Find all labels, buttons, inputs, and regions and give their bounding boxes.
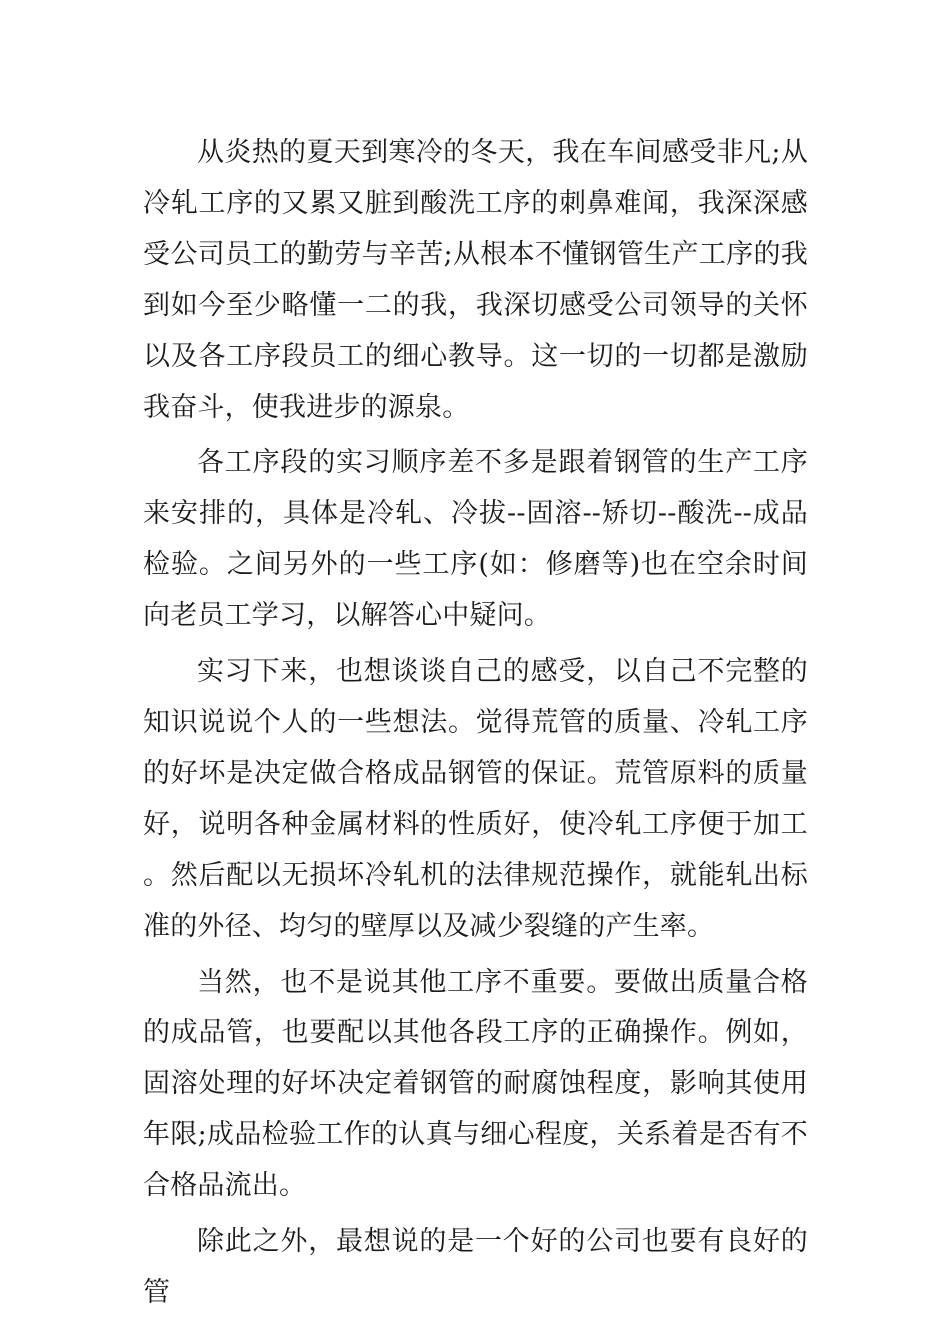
paragraph-4: 当然，也不是说其他工序不重要。要做出质量合格的成品管，也要配以其他各段工序的正确操作。例如，固溶处理的好坏决定着钢管的耐腐蚀程度，影响其使用年限;成品检验工作的认真与细心程度，关系着是否有不合格品流出。	[143, 966, 808, 1202]
paragraph-2: 各工序段的实习顺序差不多是跟着钢管的生产工序来安排的，具体是冷轧、冷拔--固溶--矫切--酸洗--成品检验。之间另外的一些工序(如：修磨等)也在空余时间向老员工学习，以解答心中疑问。	[143, 447, 808, 632]
paragraph-1: 从炎热的夏天到寒冷的冬天，我在车间感受非凡;从冷轧工序的又累又脏到酸洗工序的刺鼻难闻，我深深感受公司员工的勤劳与辛苦;从根本不懂钢管生产工序的我到如今至少略懂一二的我，我深切感受公司领导的关怀以及各工序段员工的细心教导。这一切的一切都是激励我奋斗，使我进步的源泉。	[143, 137, 808, 423]
document-body	[143, 128, 808, 1324]
paragraph-3: 实习下来，也想谈谈自己的感受，以自己不完整的知识说说个人的一些想法。觉得荒管的质量、冷轧工序的好坏是决定做合格成品钢管的保证。荒管原料的质量好，说明各种金属材料的性质好，使冷轧工序便于加工。然后配以无损坏冷轧机的法律规范操作，就能轧出标准的外径、均匀的壁厚以及减少裂缝的产生率。	[143, 656, 808, 942]
paragraph-5: 除此之外，最想说的是一个好的公司也要有良好的管	[143, 1226, 808, 1308]
